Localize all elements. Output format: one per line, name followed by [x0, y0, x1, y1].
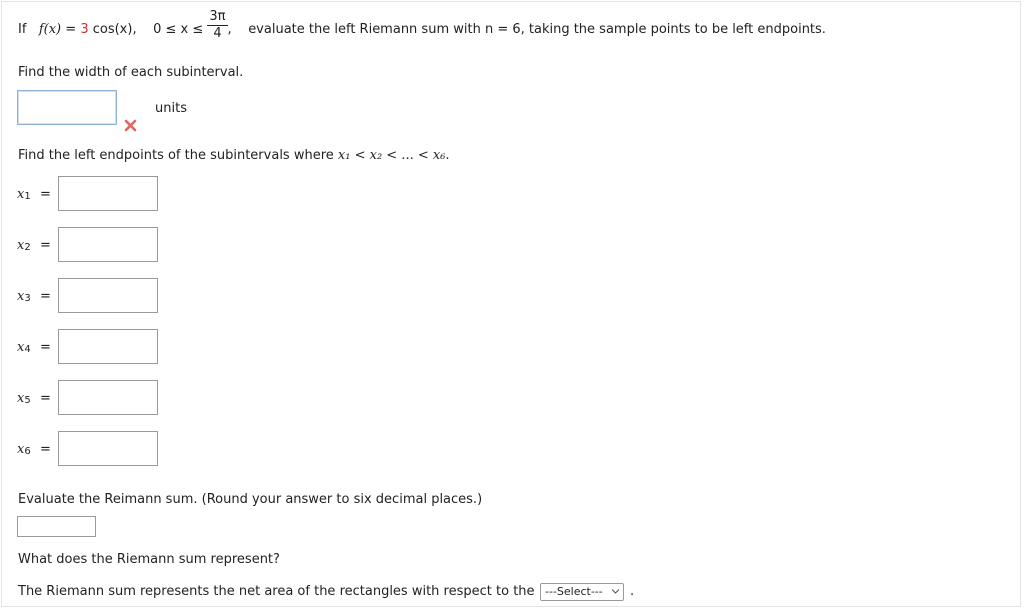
endpoint-label-4: $x_4$ [17, 340, 31, 355]
endpoint-equals-6: = [40, 442, 51, 457]
function-body: cos(x), [92, 22, 137, 37]
fraction-numerator: 3π [209, 9, 226, 24]
endpoint-equals-1: = [40, 187, 51, 202]
endpoint-equals-2: = [40, 238, 51, 253]
fraction-comma: , [227, 22, 232, 37]
endpoint-equals-4: = [40, 340, 51, 355]
problem-statement [18, 9, 826, 45]
endpoint-label-2: $x_2$ [17, 238, 31, 253]
endpoint-equals-5: = [40, 391, 51, 406]
sum-prompt: Evaluate the Reimann sum. (Round your answer to six decimal places.) [18, 492, 483, 507]
select-value: ---Select--- [545, 585, 603, 598]
endpoints-prompt-math: x₁ < x₂ < ... < x₆. [337, 148, 450, 163]
endpoints-prompt-text: Find the left endpoints of the subintervals where [18, 148, 334, 163]
width-prompt: Find the width of each subinterval. [18, 65, 244, 80]
represent-select[interactable] [540, 583, 624, 601]
statement-period: . [630, 584, 635, 599]
if-label: If [18, 22, 27, 37]
riemann-sum-input[interactable] [17, 516, 96, 537]
units-label: units [155, 101, 187, 116]
upper-bound-fraction [207, 10, 227, 41]
endpoint-input-2[interactable] [58, 227, 158, 262]
endpoint-label-6: $x_6$ [17, 442, 31, 457]
endpoint-input-1[interactable] [58, 176, 158, 211]
endpoint-label-1: $x_1$ [17, 187, 31, 202]
function-name: f(x) [38, 22, 62, 37]
domain-inequality: 0 ≤ x ≤ [153, 22, 204, 37]
chevron-down-icon [611, 588, 620, 595]
represent-statement: The Riemann sum represents the net area of the rectangles with respect to the [18, 584, 535, 599]
coefficient: 3 [80, 22, 89, 37]
fraction-denominator: 4 [213, 26, 222, 41]
endpoint-input-5[interactable] [58, 380, 158, 415]
x-mark-icon [124, 119, 137, 132]
instruction-text: evaluate the left Riemann sum with n = 6, taking the sample points to be left endpoints. [248, 22, 826, 37]
endpoints-prompt [18, 148, 450, 163]
equals-sign: = [65, 22, 77, 37]
endpoint-label-5: $x_5$ [17, 391, 31, 406]
endpoint-equals-3: = [40, 289, 51, 304]
endpoint-input-3[interactable] [58, 278, 158, 313]
endpoint-input-6[interactable] [58, 431, 158, 466]
endpoint-input-4[interactable] [58, 329, 158, 364]
represent-question: What does the Riemann sum represent? [18, 552, 280, 567]
width-input[interactable] [17, 90, 117, 125]
endpoint-label-3: $x_3$ [17, 289, 31, 304]
